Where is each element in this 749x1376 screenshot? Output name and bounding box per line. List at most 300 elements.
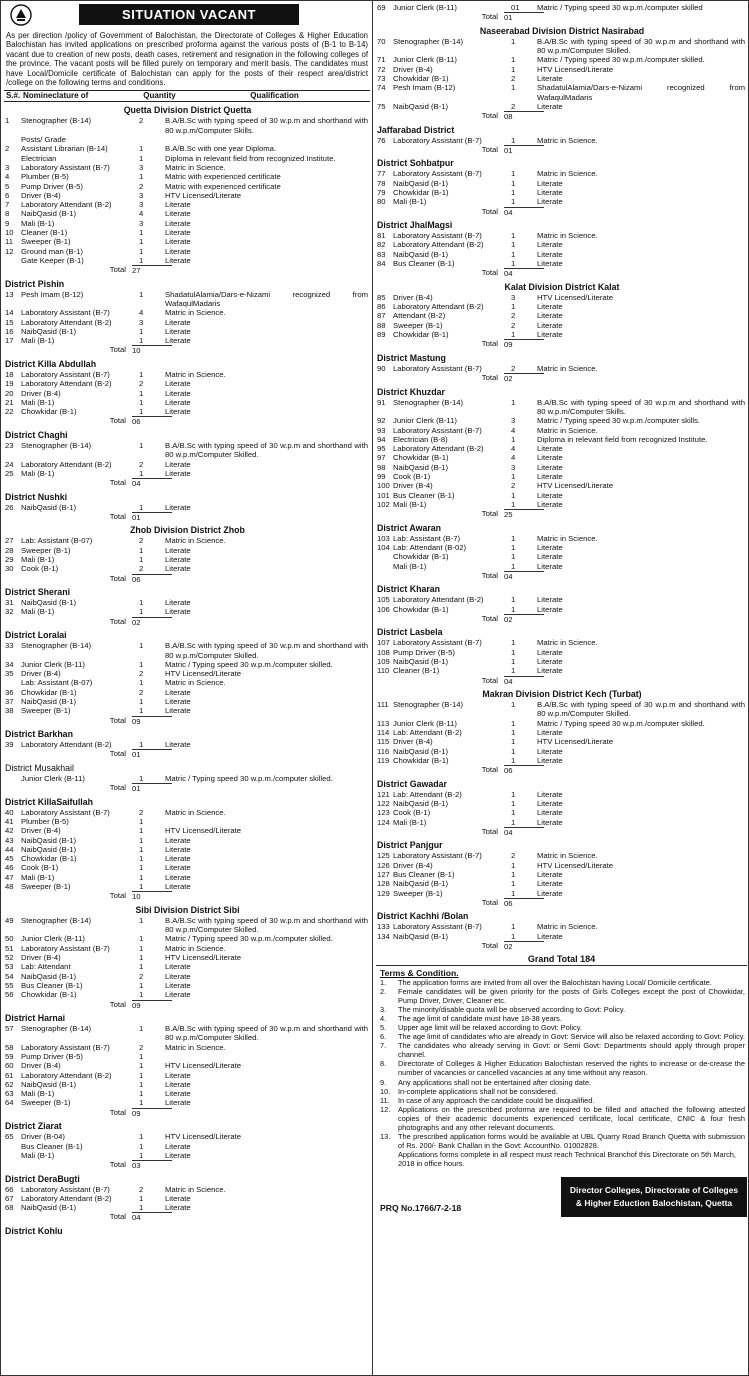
total-value: 01 bbox=[504, 12, 544, 23]
total-label: Total bbox=[109, 511, 126, 521]
row-post: Sweeper (B-1) bbox=[21, 1098, 71, 1108]
total-value: 02 bbox=[504, 373, 544, 384]
row-qualification: Literate bbox=[165, 980, 191, 990]
table-row bbox=[4, 808, 370, 817]
table-row bbox=[376, 302, 747, 311]
row-serial: 24 bbox=[5, 459, 14, 469]
row-post: Chowkidar (B-1) bbox=[393, 604, 449, 614]
row-quantity: 1 bbox=[139, 607, 144, 617]
row-post: Pump Driver (B-5) bbox=[21, 1051, 83, 1061]
row-qualification bbox=[151, 135, 370, 144]
row-post: Laboratory Assistant (B-7) bbox=[393, 425, 482, 435]
row-post: Driver (B-4) bbox=[21, 826, 61, 836]
row-serial: 25 bbox=[5, 468, 14, 478]
row-qualification: Literate bbox=[165, 863, 191, 873]
row-quantity bbox=[139, 135, 151, 144]
row-post: Mali (B-1) bbox=[21, 336, 55, 346]
row-serial: 99 bbox=[377, 472, 386, 481]
table-row bbox=[376, 136, 747, 145]
row-serial: 30 bbox=[5, 564, 14, 574]
signature-line-2: & Higher Eduction Balochistan, Quetta bbox=[575, 1198, 733, 1209]
row-post: Plumber (B-5) bbox=[21, 816, 69, 826]
row-quantity: 1 bbox=[139, 872, 144, 882]
row-serial: 70 bbox=[377, 36, 386, 46]
total-value: 02 bbox=[132, 617, 172, 628]
row-post: Bus Cleaner (B-1) bbox=[21, 980, 83, 990]
row-qualification: Matric / Typing speed 30 w.p.m./computer skilled. bbox=[537, 55, 705, 65]
row-post: NaibQasid (B-1) bbox=[21, 502, 77, 512]
row-qualification: Matric in Science. bbox=[537, 169, 598, 179]
row-quantity: 2 bbox=[511, 363, 516, 373]
row-qualification: Literate bbox=[537, 453, 563, 463]
column-header-post: Nomineclature of bbox=[23, 91, 89, 101]
table-row bbox=[4, 934, 370, 943]
row-serial: 91 bbox=[377, 397, 386, 407]
term-number: 3. bbox=[380, 1004, 387, 1014]
row-qualification: ShadatulAlamia/Dars-e-Nizami recognized from WafaqulMadaris bbox=[165, 289, 368, 308]
row-quantity: 3 bbox=[139, 317, 144, 327]
row-post: Gate Keeper (B-1) bbox=[21, 255, 84, 265]
row-post: Chowkidar (B-1) bbox=[393, 453, 449, 463]
section-total bbox=[376, 207, 747, 218]
row-serial bbox=[5, 1142, 21, 1151]
term-item bbox=[376, 1005, 747, 1014]
row-post: Junior Clerk (B-11) bbox=[21, 659, 85, 669]
row-post: Laboratory Assistant (B-7) bbox=[21, 1184, 110, 1194]
row-serial: 133 bbox=[377, 922, 390, 932]
row-serial: 104 bbox=[377, 542, 390, 552]
table-row bbox=[4, 1132, 370, 1141]
table-row bbox=[4, 953, 370, 962]
row-quantity: 1 bbox=[139, 882, 144, 892]
table-row bbox=[4, 389, 370, 398]
row-post: Lab: Attendant (B-02) bbox=[393, 542, 467, 552]
row-qualification: HTV Licensed/Literate bbox=[165, 1132, 242, 1142]
row-qualification: HTV Licensed/Literate bbox=[537, 860, 614, 870]
row-quantity: 1 bbox=[511, 817, 516, 827]
total-label: Total bbox=[109, 265, 126, 275]
row-post: NaibQasid (B-1) bbox=[393, 799, 449, 809]
row-quantity: 1 bbox=[511, 231, 516, 241]
row-post: Cook (B-1) bbox=[21, 564, 59, 574]
row-serial: 60 bbox=[5, 1061, 14, 1071]
total-label: Total bbox=[481, 268, 498, 278]
total-value: 03 bbox=[132, 1160, 172, 1171]
row-post: Plumber (B-5) bbox=[21, 172, 69, 182]
table-row bbox=[376, 737, 747, 746]
table-row bbox=[4, 209, 370, 218]
table-row bbox=[376, 861, 747, 870]
total-value: 09 bbox=[132, 1108, 172, 1119]
section-total bbox=[376, 571, 747, 582]
section-total bbox=[4, 783, 370, 794]
row-qualification: Matric / Typing speed 30 w.p.m./computer skilled bbox=[537, 3, 703, 12]
row-quantity: 2 bbox=[139, 1184, 144, 1194]
row-serial: 62 bbox=[5, 1079, 14, 1089]
total-value: 04 bbox=[504, 676, 544, 687]
table-row bbox=[376, 700, 747, 719]
row-qualification: Literate bbox=[165, 545, 191, 555]
row-qualification: HTV Licensed/Literate bbox=[165, 190, 242, 200]
row-serial: 19 bbox=[5, 379, 14, 389]
row-post: Stenographer (B-14) bbox=[21, 116, 92, 126]
row-qualification: Literate bbox=[537, 746, 563, 756]
table-row bbox=[376, 552, 747, 561]
table-row bbox=[4, 817, 370, 826]
table-row bbox=[376, 666, 747, 675]
row-post: Cook (B-1) bbox=[21, 863, 59, 873]
row-quantity: 1 bbox=[511, 36, 516, 46]
row-qualification: B.A/B.Sc with typing speed of 30 w.p.m and shorthand with 80 w.p.m/Computer Skilled. bbox=[165, 440, 368, 460]
row-serial: 88 bbox=[377, 320, 386, 330]
row-qualification: Literate bbox=[537, 931, 563, 941]
row-qualification: Literate bbox=[537, 647, 563, 657]
row-qualification: Literate bbox=[165, 872, 191, 882]
row-quantity: 1 bbox=[511, 718, 516, 728]
table-row bbox=[376, 818, 747, 827]
row-post: NaibQasid (B-1) bbox=[21, 1203, 77, 1213]
row-post: Sweeper (B-1) bbox=[21, 237, 71, 247]
row-qualification: Literate bbox=[165, 326, 191, 336]
row-post: NaibQasid (B-1) bbox=[393, 879, 449, 889]
row-qualification: Matric / Typing speed 30 w.p.m./computer skills. bbox=[537, 416, 701, 426]
section-heading: District Kohlu bbox=[5, 1225, 63, 1236]
row-qualification: Literate bbox=[537, 666, 563, 676]
row-qualification: Literate bbox=[165, 607, 191, 617]
total-label: Total bbox=[109, 573, 126, 583]
row-qualification: Literate bbox=[165, 209, 191, 219]
row-quantity: 1 bbox=[139, 706, 144, 716]
section-total bbox=[376, 765, 747, 776]
row-serial: 22 bbox=[5, 407, 14, 417]
table-row bbox=[4, 990, 370, 999]
row-serial: 27 bbox=[5, 536, 14, 546]
table-row bbox=[376, 719, 747, 728]
row-qualification: Literate bbox=[165, 882, 191, 892]
row-post: Laboratory Attendant (B-2) bbox=[21, 1070, 112, 1080]
row-qualification: B.A/B.Sc with typing speed of 30 w.p.m and shorthand with 80 w.p.m/Computer Skills. bbox=[165, 116, 368, 135]
row-qualification: Literate bbox=[537, 542, 563, 552]
row-serial: 105 bbox=[377, 595, 390, 605]
row-quantity: 1 bbox=[139, 1193, 144, 1203]
table-row bbox=[376, 179, 747, 188]
row-qualification: Literate bbox=[537, 657, 563, 667]
row-post: NaibQasid (B-1) bbox=[21, 598, 77, 608]
row-quantity: 1 bbox=[139, 388, 144, 398]
row-serial: 100 bbox=[377, 481, 390, 491]
row-post: Cleaner (B-1) bbox=[393, 666, 440, 676]
table-row bbox=[376, 188, 747, 197]
row-qualification: Literate bbox=[537, 259, 563, 269]
right-column bbox=[376, 3, 747, 1373]
row-qualification: Literate bbox=[165, 1193, 191, 1203]
row-quantity: 1 bbox=[139, 1061, 144, 1071]
total-value: 04 bbox=[504, 207, 544, 218]
row-serial: 82 bbox=[377, 240, 386, 250]
row-serial: 38 bbox=[5, 706, 14, 716]
row-post: Mali (B-1) bbox=[21, 555, 55, 565]
table-row bbox=[4, 290, 370, 309]
row-qualification: Matric / Typing speed 30 w.p.m./computer skilled. bbox=[537, 718, 705, 728]
term-item bbox=[376, 1087, 747, 1096]
total-value: 04 bbox=[504, 571, 544, 582]
term-text: Directorate of Colleges & Higher Education Balochistan reserved the rights to increase or de-crease the number of vacancies or cancelled vacancies at any time without any reason. bbox=[398, 1059, 745, 1078]
row-serial: 8 bbox=[5, 209, 10, 219]
row-quantity: 1 bbox=[139, 990, 144, 1000]
row-qualification: Literate bbox=[165, 1079, 191, 1089]
row-quantity: 1 bbox=[139, 440, 144, 450]
row-post: Laboratory Assistant (B-7) bbox=[393, 135, 482, 145]
row-quantity: 1 bbox=[511, 746, 516, 756]
row-post: Sweeper (B-1) bbox=[393, 888, 443, 898]
row-serial: 77 bbox=[377, 169, 386, 179]
section-total bbox=[4, 574, 370, 585]
row-qualification: Matric in Science. bbox=[165, 536, 226, 546]
row-post: Pesh Imam (B-12) bbox=[393, 83, 456, 93]
row-post: Mali (B-1) bbox=[21, 1089, 55, 1099]
row-quantity: 1 bbox=[511, 83, 516, 93]
table-row bbox=[4, 916, 370, 935]
term-item bbox=[376, 1023, 747, 1032]
row-post: NaibQasid (B-1) bbox=[21, 209, 77, 219]
row-quantity: 3 bbox=[511, 462, 516, 472]
total-value: 04 bbox=[504, 827, 544, 838]
row-quantity: 1 bbox=[139, 863, 144, 873]
table-row bbox=[4, 135, 370, 144]
row-serial: 48 bbox=[5, 882, 14, 892]
row-qualification bbox=[151, 817, 370, 826]
row-qualification: Literate bbox=[165, 564, 191, 574]
row-serial: 97 bbox=[377, 453, 386, 463]
row-post: Mali (B-1) bbox=[21, 218, 55, 228]
row-qualification: Matric in Science. bbox=[165, 807, 226, 817]
row-serial: 61 bbox=[5, 1070, 14, 1080]
table-row bbox=[4, 660, 370, 669]
row-quantity: 4 bbox=[139, 308, 144, 318]
ad-header bbox=[4, 3, 370, 29]
table-row bbox=[4, 641, 370, 660]
row-quantity: 1 bbox=[511, 240, 516, 250]
section-heading: Makran Division District Kech (Turbat) bbox=[482, 689, 642, 700]
row-qualification: HTV Licensed/Literate bbox=[537, 64, 614, 74]
row-post: NaibQasid (B-1) bbox=[393, 462, 449, 472]
row-quantity: 1 bbox=[139, 659, 144, 669]
row-quantity: 4 bbox=[511, 444, 516, 454]
row-quantity: 2 bbox=[511, 320, 516, 330]
row-qualification: Matric in Science. bbox=[537, 231, 598, 241]
total-label: Total bbox=[481, 373, 498, 383]
table-row bbox=[4, 1142, 370, 1151]
row-post: Junior Clerk (B-11) bbox=[393, 416, 457, 426]
row-post: Driver (B-04) bbox=[21, 1132, 65, 1142]
row-quantity: 1 bbox=[139, 980, 144, 990]
row-post: NaibQasid (B-1) bbox=[393, 931, 449, 941]
row-post: Cook (B-1) bbox=[393, 808, 431, 818]
row-qualification: Literate bbox=[165, 246, 191, 256]
row-quantity: 1 bbox=[511, 542, 516, 552]
table-row bbox=[376, 657, 747, 666]
row-post: Junior Clerk (B-11) bbox=[393, 718, 457, 728]
row-quantity: 1 bbox=[511, 249, 516, 259]
row-quantity: 1 bbox=[511, 870, 516, 880]
column-divider bbox=[372, 1, 373, 1376]
section-total bbox=[4, 345, 370, 356]
row-serial bbox=[5, 256, 21, 265]
row-qualification: Matric in Science. bbox=[537, 135, 598, 145]
row-serial: 3 bbox=[5, 162, 10, 172]
total-label: Total bbox=[481, 206, 498, 216]
table-row bbox=[4, 944, 370, 953]
row-post: Pump Driver (B-5) bbox=[21, 181, 83, 191]
row-qualification: Literate bbox=[165, 255, 191, 265]
section-heading: District Harnai bbox=[5, 1013, 66, 1024]
table-row bbox=[4, 845, 370, 854]
table-row bbox=[376, 851, 747, 860]
table-row bbox=[376, 364, 747, 373]
row-serial: 14 bbox=[5, 308, 14, 318]
total-value: 01 bbox=[132, 512, 172, 523]
row-serial: 102 bbox=[377, 499, 390, 509]
table-row bbox=[4, 607, 370, 616]
row-quantity: 1 bbox=[511, 657, 516, 667]
table-row bbox=[376, 543, 747, 552]
row-serial: 79 bbox=[377, 188, 386, 198]
term-number: 5. bbox=[380, 1022, 387, 1032]
row-quantity: 1 bbox=[511, 302, 516, 312]
row-post: Lab: Attendant bbox=[21, 962, 71, 972]
row-qualification: Literate bbox=[165, 697, 191, 706]
row-post: Bus Cleaner (B-1) bbox=[393, 870, 455, 880]
row-quantity: 1 bbox=[139, 962, 144, 972]
total-label: Total bbox=[481, 570, 498, 580]
row-post: Stenographer (B-14) bbox=[393, 700, 464, 710]
row-qualification: Literate bbox=[165, 598, 191, 608]
row-quantity: 1 bbox=[139, 407, 144, 417]
table-row bbox=[4, 219, 370, 228]
row-serial: 29 bbox=[5, 555, 14, 565]
row-post: NaibQasid (B-1) bbox=[393, 657, 449, 667]
row-post: Pump Driver (B-5) bbox=[393, 647, 455, 657]
row-qualification: Literate bbox=[165, 835, 191, 845]
row-qualification: HTV Licensed/Literate bbox=[165, 953, 242, 963]
table-row bbox=[376, 398, 747, 417]
table-row bbox=[4, 200, 370, 209]
row-post: NaibQasid (B-1) bbox=[393, 178, 449, 188]
row-post: Driver (B-4) bbox=[21, 953, 61, 963]
row-qualification: Matric in Science. bbox=[165, 1042, 226, 1052]
total-label: Total bbox=[481, 897, 498, 907]
row-quantity: 2 bbox=[511, 101, 516, 111]
section-heading: District JhalMagsi bbox=[377, 220, 453, 231]
row-serial: 9 bbox=[5, 218, 10, 228]
table-row bbox=[376, 500, 747, 509]
table-row bbox=[376, 808, 747, 817]
row-qualification: Literate bbox=[537, 249, 563, 259]
row-post: Stenographer (B-14) bbox=[21, 915, 92, 925]
row-qualification: Matric in Science. bbox=[165, 308, 226, 318]
section-heading: District Kharan bbox=[377, 584, 441, 595]
row-post: Laboratory Assistant (B-7) bbox=[21, 807, 110, 817]
row-qualification: Literate bbox=[537, 311, 563, 321]
row-quantity: 1 bbox=[139, 697, 144, 706]
row-serial: 57 bbox=[5, 1024, 14, 1034]
row-qualification: Literate bbox=[537, 870, 563, 880]
row-post: Driver (B-4) bbox=[21, 1061, 61, 1071]
total-label: Total bbox=[481, 12, 498, 22]
row-post: Assistant Librarian (B-14) bbox=[21, 144, 108, 154]
section-total bbox=[4, 1000, 370, 1011]
total-value: 01 bbox=[504, 145, 544, 156]
row-quantity: 2 bbox=[139, 116, 144, 126]
row-serial: 122 bbox=[377, 799, 390, 809]
row-post: NaibQasid (B-1) bbox=[21, 697, 77, 706]
row-qualification: Literate bbox=[165, 200, 191, 210]
row-quantity: 1 bbox=[511, 604, 516, 614]
row-post: Attendant (B-2) bbox=[393, 311, 446, 321]
total-label: Total bbox=[109, 478, 126, 488]
row-post: NaibQasid (B-1) bbox=[393, 101, 449, 111]
section-total bbox=[4, 416, 370, 427]
section-total bbox=[4, 891, 370, 902]
row-serial: 63 bbox=[5, 1089, 14, 1099]
row-serial: 87 bbox=[377, 311, 386, 321]
section-total bbox=[376, 941, 747, 952]
row-quantity: 1 bbox=[511, 499, 516, 509]
section-total bbox=[376, 676, 747, 687]
section-heading: Kalat Division District Kalat bbox=[504, 281, 620, 292]
table-row bbox=[376, 932, 747, 941]
row-quantity: 1 bbox=[139, 172, 144, 182]
row-qualification: Literate bbox=[165, 218, 191, 228]
signature-line-1: Director Colleges, Directorate of Colleges bbox=[569, 1185, 739, 1196]
table-row bbox=[4, 327, 370, 336]
row-qualification: Literate bbox=[537, 197, 563, 207]
row-serial: 134 bbox=[377, 931, 390, 941]
row-serial bbox=[5, 1151, 21, 1160]
row-serial: 84 bbox=[377, 259, 386, 269]
total-value: 25 bbox=[504, 509, 544, 520]
row-qualification: Literate bbox=[165, 1141, 191, 1151]
table-row bbox=[4, 182, 370, 191]
row-quantity: 1 bbox=[139, 1150, 144, 1160]
table-row bbox=[4, 555, 370, 564]
row-quantity: 1 bbox=[511, 259, 516, 269]
row-post: Driver (B-4) bbox=[393, 481, 433, 491]
row-post: Mali (B-1) bbox=[21, 1150, 55, 1160]
row-quantity: 1 bbox=[139, 915, 144, 925]
table-row bbox=[376, 605, 747, 614]
row-quantity: 1 bbox=[511, 197, 516, 207]
section-heading: District Musakhail bbox=[5, 762, 74, 773]
prq-number: PRQ No.1766/7-2-18 bbox=[380, 1203, 462, 1214]
row-serial: 18 bbox=[5, 369, 14, 379]
row-qualification: Literate bbox=[165, 459, 191, 469]
section-heading: District Chaghi bbox=[5, 429, 68, 440]
row-qualification: Diploma in relevant field from recognized Institute. bbox=[537, 434, 708, 444]
row-quantity: 1 bbox=[139, 369, 144, 379]
row-post: Driver (B-4) bbox=[21, 388, 61, 398]
row-qualification: Literate bbox=[537, 799, 563, 809]
term-number: 8. bbox=[380, 1059, 387, 1069]
row-qualification: Literate bbox=[537, 888, 563, 898]
total-value: 06 bbox=[504, 898, 544, 909]
row-quantity: 1 bbox=[139, 246, 144, 256]
table-row bbox=[376, 3, 747, 12]
row-post: Laboratory Assistant (B-7) bbox=[393, 169, 482, 179]
row-quantity: 1 bbox=[511, 879, 516, 889]
section-total bbox=[376, 373, 747, 384]
row-quantity: 1 bbox=[139, 598, 144, 608]
